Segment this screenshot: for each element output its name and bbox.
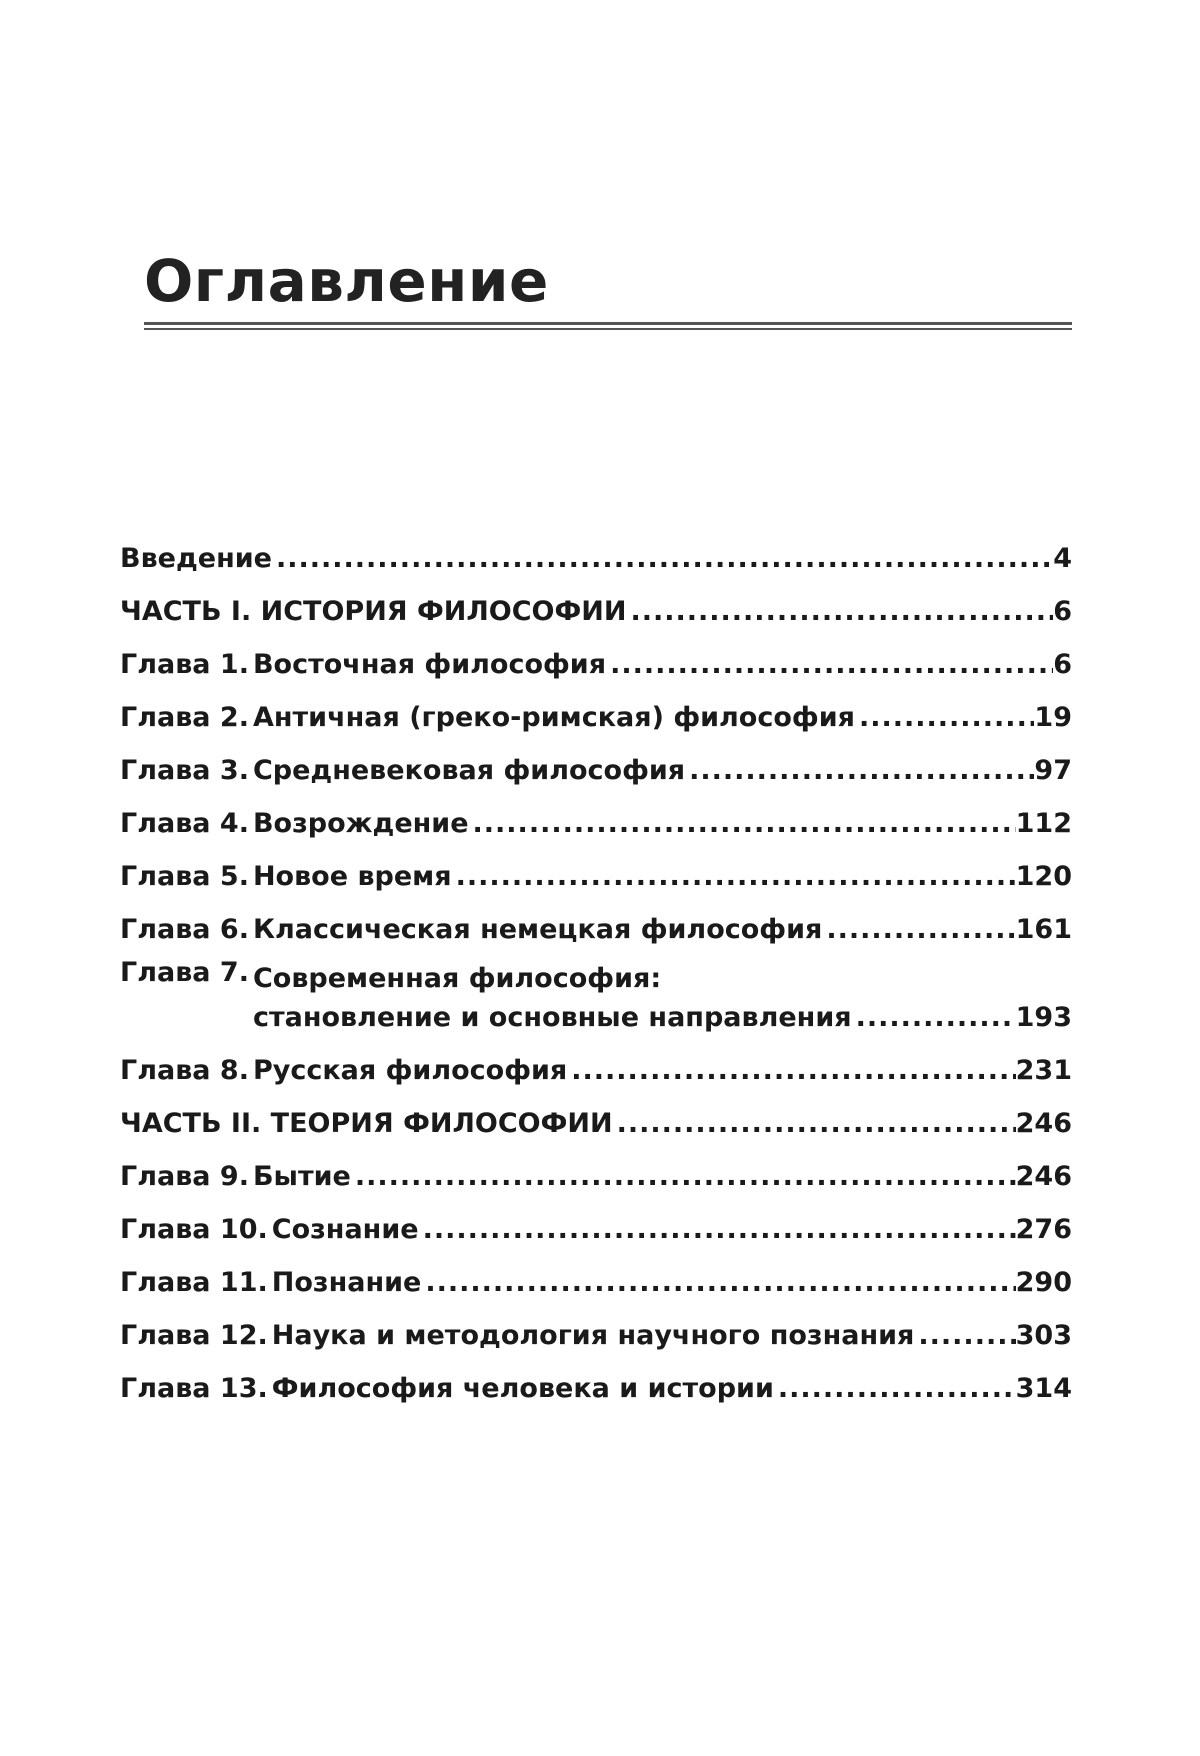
toc-page-number: 276 (1015, 1214, 1072, 1245)
dot-leader (852, 1004, 1016, 1031)
toc-page-number: 19 (1034, 702, 1072, 733)
title-rule-top (144, 322, 1072, 325)
toc-entry-title: ЧАСТЬ II. ТЕОРИЯ ФИЛОСОФИИ (120, 1108, 613, 1139)
toc-chapter-label: Глава 8. (120, 1055, 249, 1086)
toc-entry-chapter-4[interactable] (120, 784, 1072, 837)
dot-leader (606, 651, 1053, 678)
toc-page-number: 314 (1015, 1373, 1072, 1404)
toc-entry-chapter-1[interactable] (120, 625, 1072, 678)
toc-entry-title-line1: Современная философия: (252, 963, 662, 994)
page-title: Оглавление (144, 247, 549, 315)
toc-entry-chapter-5[interactable] (120, 837, 1072, 890)
toc-chapter-label: Глава 11. (120, 1267, 268, 1298)
toc-entry-title: Бытие (252, 1161, 351, 1192)
toc-chapter-label: Глава 4. (120, 808, 249, 839)
title-rule-bottom (144, 328, 1072, 330)
toc-entry-part-2[interactable] (120, 1084, 1072, 1137)
dot-leader (626, 598, 1053, 625)
toc-entry-title: Русская философия (252, 1055, 568, 1086)
toc-page-number: 6 (1053, 649, 1072, 680)
toc-entry-chapter-10[interactable] (120, 1190, 1072, 1243)
toc-entry-title: Восточная философия (252, 649, 607, 680)
dot-leader (613, 1110, 1016, 1137)
dot-leader (452, 863, 1016, 890)
dot-leader (351, 1163, 1016, 1190)
toc-page-number: 97 (1034, 755, 1072, 786)
dot-leader (421, 1269, 1015, 1296)
toc-entry-title: Античная (греко-римская) философия (252, 702, 855, 733)
table-of-contents (120, 545, 1072, 1402)
toc-entry-title: Философия человека и истории (271, 1373, 774, 1404)
toc-page-number: 246 (1015, 1161, 1072, 1192)
toc-chapter-label: Глава 9. (120, 1161, 249, 1192)
toc-chapter-label: Глава 3. (120, 755, 249, 786)
toc-entry-title: Введение (120, 543, 272, 574)
dot-leader (822, 916, 1015, 943)
dot-leader (685, 757, 1034, 784)
toc-entry-title: Наука и методология научного познания (271, 1320, 915, 1351)
toc-chapter-label: Глава 10. (120, 1214, 268, 1245)
toc-page-number: 193 (1015, 1002, 1072, 1033)
toc-entry-title: ЧАСТЬ I. ИСТОРИЯ ФИЛОСОФИИ (120, 596, 627, 627)
toc-entry-chapter-12[interactable] (120, 1296, 1072, 1349)
toc-page-number: 4 (1053, 543, 1072, 574)
toc-page-number: 290 (1015, 1267, 1072, 1298)
toc-entry-chapter-9[interactable] (120, 1137, 1072, 1190)
toc-entry-title: Классическая немецкая философия (252, 914, 823, 945)
dot-leader (419, 1216, 1016, 1243)
toc-page-number: 6 (1053, 596, 1072, 627)
toc-entry-chapter-2[interactable] (120, 678, 1072, 731)
toc-entry-chapter-8[interactable] (120, 1031, 1072, 1084)
dot-leader (272, 545, 1053, 572)
toc-entry-part-1[interactable] (120, 572, 1072, 625)
toc-chapter-label: Глава 7. (120, 957, 249, 988)
toc-chapter-label: Глава 12. (120, 1320, 268, 1351)
toc-entry-title-line2: становление и основные направления (252, 1002, 852, 1033)
dot-leader (567, 1057, 1015, 1084)
toc-entry-chapter-11[interactable] (120, 1243, 1072, 1296)
toc-page-number: 161 (1015, 914, 1072, 945)
toc-entry-chapter-3[interactable] (120, 731, 1072, 784)
toc-chapter-label: Глава 13. (120, 1373, 268, 1404)
toc-entry-chapter-13[interactable] (120, 1349, 1072, 1402)
toc-entry-title: Сознание (271, 1214, 419, 1245)
toc-entry-chapter-7[interactable] (120, 943, 1072, 1031)
toc-chapter-label: Глава 6. (120, 914, 249, 945)
dot-leader (914, 1322, 1015, 1349)
dot-leader (855, 704, 1034, 731)
dot-leader (469, 810, 1016, 837)
toc-entry-title: Познание (271, 1267, 422, 1298)
toc-page-number: 303 (1015, 1320, 1072, 1351)
toc-entry-title: Возрождение (252, 808, 469, 839)
toc-entry-title: Новое время (252, 861, 452, 892)
toc-chapter-label: Глава 1. (120, 649, 249, 680)
toc-page-number: 112 (1015, 808, 1072, 839)
toc-entry-title: Средневековая философия (252, 755, 686, 786)
toc-entry-introduction[interactable] (120, 545, 1072, 572)
toc-page-number: 231 (1015, 1055, 1072, 1086)
toc-chapter-label: Глава 5. (120, 861, 249, 892)
toc-chapter-label: Глава 2. (120, 702, 249, 733)
toc-page-number: 120 (1015, 861, 1072, 892)
toc-entry-chapter-6[interactable] (120, 890, 1072, 943)
toc-entry-title-group (253, 965, 852, 1031)
toc-page-number: 246 (1015, 1108, 1072, 1139)
dot-leader (774, 1375, 1016, 1402)
